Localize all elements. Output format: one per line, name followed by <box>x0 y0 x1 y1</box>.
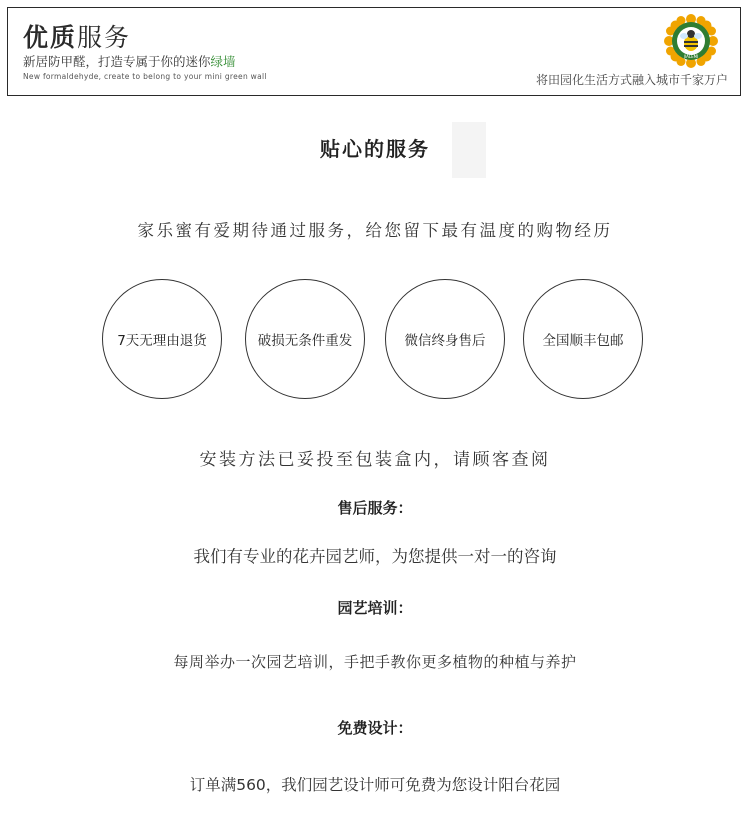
header-subtitle <box>23 52 236 70</box>
header-slogan: 将田园化生活方式融入城市千家万户 <box>535 73 728 87</box>
training-heading: 园艺培训： <box>337 599 413 617</box>
header-subtitle-en: New formaldehyde, create to belong to your mini green wall <box>23 72 267 81</box>
service-circle-return: 7天无理由退货 <box>102 279 222 399</box>
service-circle-shipping: 全国顺丰包邮 <box>523 279 643 399</box>
section-title: 贴心的服务 <box>320 137 430 161</box>
header-subtitle-text: 新居防甲醛，打造专属于你的迷你 <box>23 54 211 69</box>
header-title-rest: 服务 <box>77 23 132 52</box>
design-heading: 免费设计： <box>337 719 413 737</box>
install-note: 安装方法已妥投至包装盒内，请顾客查阅 <box>199 450 551 470</box>
header-banner <box>7 7 741 96</box>
after-sales-text: 我们有专业的花卉园艺师，为您提供一对一的咨询 <box>193 547 557 566</box>
header-title <box>23 18 131 54</box>
sunflower-bee-logo-icon <box>664 14 718 68</box>
header-title-bold: 优质 <box>23 23 78 52</box>
training-text: 每周举办一次园艺培训，手把手教你更多植物的种植与养护 <box>173 653 577 671</box>
service-circle-resend: 破损无条件重发 <box>245 279 365 399</box>
service-circle-wechat: 微信终身售后 <box>385 279 505 399</box>
header-subtitle-highlight: 绿墙 <box>210 54 236 69</box>
design-text: 订单满560，我们园艺设计师可免费为您设计阳台花园 <box>189 776 561 794</box>
intro-text: 家乐蜜有爱期待通过服务，给您留下最有温度的购物经历 <box>137 221 613 240</box>
after-sales-heading: 售后服务： <box>337 499 413 517</box>
logo-text: JIALEMI <box>683 54 699 59</box>
